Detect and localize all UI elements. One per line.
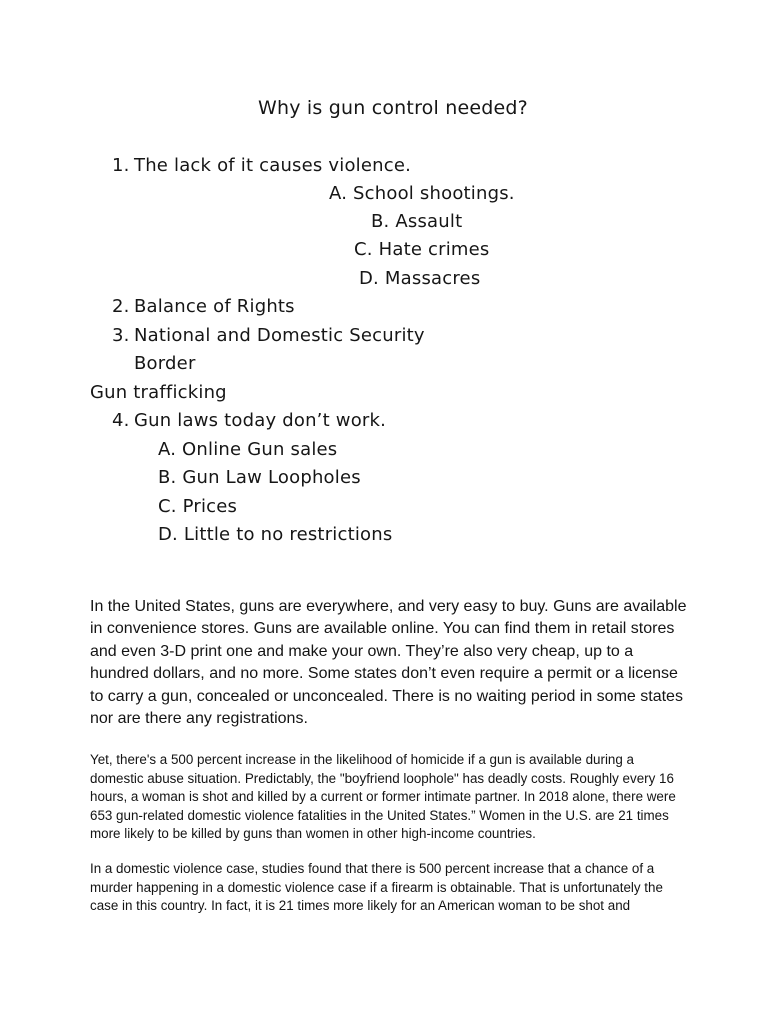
outline-title: Why is gun control needed? <box>258 97 528 119</box>
outline-subitem-4a: A. Online Gun sales <box>158 439 338 460</box>
outline-item-1 <box>112 155 411 177</box>
paragraph-domestic-abuse-statistics: Yet, there's a 500 percent increase in the likelihood of homicide if a gun is available during a domestic abuse situation. Predictably, the "boyfriend loophole" has deadly costs. Roughly every 16 hours, a woman is shot and killed by a current or former intimate partner. In 2018 alone, there were 653 gun-related domestic violence fatalities in the United States.” Women in the U.S. are 21 times more likely to be killed by guns than women in other high-income countries. <box>90 752 676 842</box>
outline-item-number: 3. <box>112 325 130 346</box>
outline-item-text: Gun laws today don’t work. <box>134 410 387 431</box>
outline-item-number: 4. <box>112 410 130 431</box>
outline-item-3 <box>112 325 425 347</box>
outline-line-gun-trafficking: Gun trafficking <box>90 382 227 403</box>
outline-line-border: Border <box>134 353 196 374</box>
outline-subitem-1d: D. Massacres <box>359 268 481 289</box>
outline-item-text: The lack of it causes violence. <box>134 155 412 176</box>
outline-item-text: Balance of Rights <box>134 296 295 317</box>
outline-item-number: 1. <box>112 155 130 176</box>
outline-subitem-1b: B. Assault <box>371 211 463 232</box>
outline-subitem-4b: B. Gun Law Loopholes <box>158 467 361 488</box>
outline-item-text: National and Domestic Security <box>134 325 425 346</box>
outline-subitem-4d: D. Little to no restrictions <box>158 524 393 545</box>
outline-subitem-4c: C. Prices <box>158 496 238 517</box>
outline-item-4 <box>112 410 386 432</box>
outline-subitem-1c: C. Hate crimes <box>354 239 490 260</box>
paragraph-gun-availability: In the United States, guns are everywhere, and very easy to buy. Guns are available in convenience stores. Guns are available online. You can find them in retail stores and even 3-D print one and make your own. They’re also very cheap, up to a hundred dollars, and no more. Some states don’t even require a permit or a license to carry a gun, concealed or unconcealed. There is no waiting period in some states nor are there any registrations. <box>90 598 687 728</box>
outline-item-2 <box>112 296 295 318</box>
outline-subitem-1a: A. School shootings. <box>329 183 515 204</box>
outline-item-number: 2. <box>112 296 130 317</box>
paragraph-domestic-violence-case: In a domestic violence case, studies found that there is 500 percent increase that a chance of a murder happening in a domestic violence case if a firearm is obtainable. That is unfortunately the case in this country. In fact, it is 21 times more likely for an American woman to be shot and <box>90 861 663 914</box>
